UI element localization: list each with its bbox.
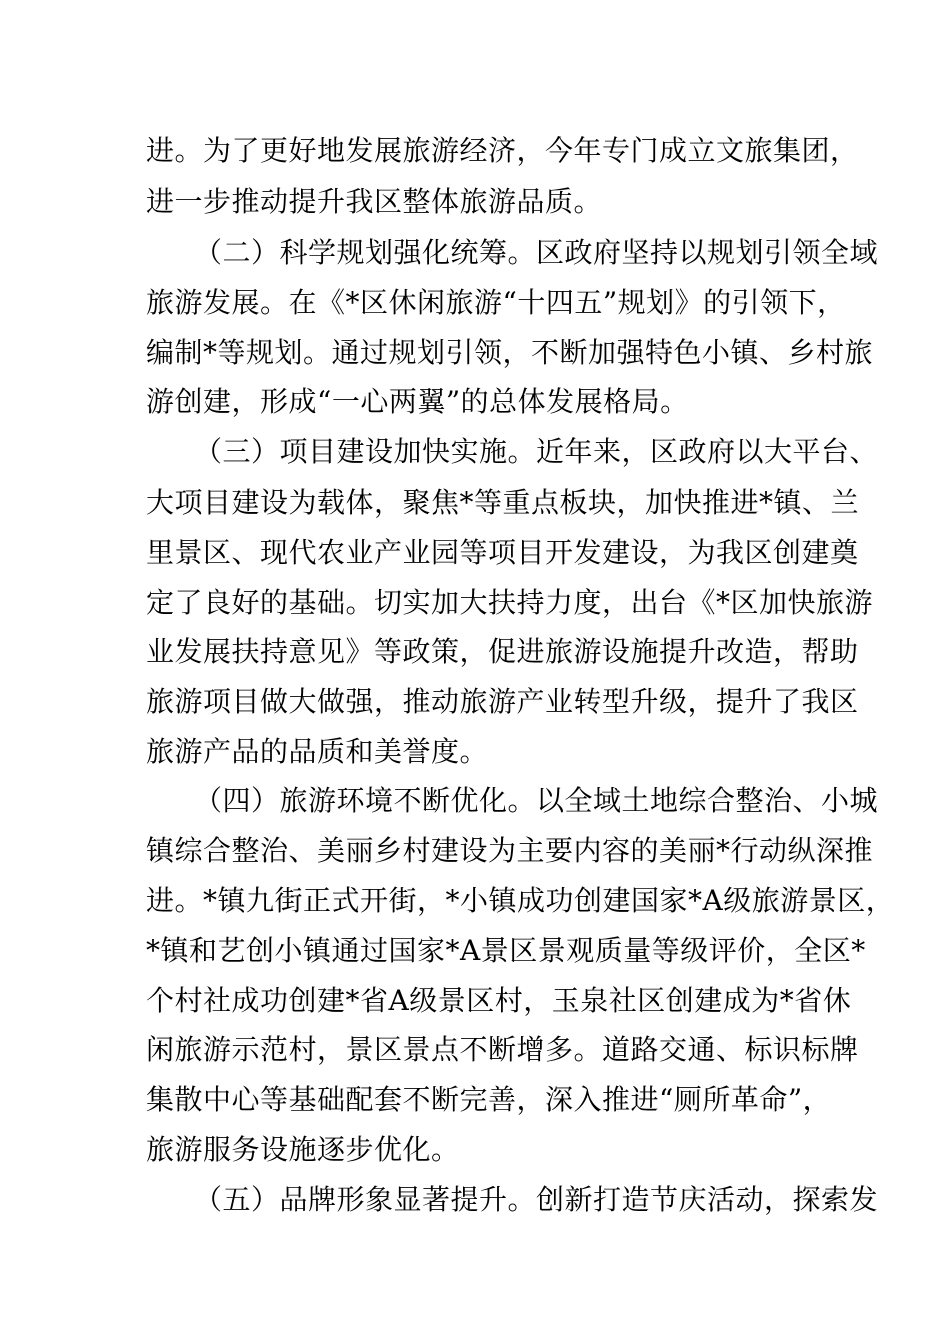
text-line: 旅游产品的品质和美誉度。 [146,735,489,768]
text-line: 大项目建设为载体，聚焦*等重点板块，加快推进*镇、兰 [146,486,860,519]
text-line: 游创建，形成“一心两翼”的总体发展格局。 [146,385,689,418]
text-line: 进。*镇九街正式开街，*小镇成功创建国家*A级旅游景区， [146,884,895,917]
text-line: 镇综合整治、美丽乡村建设为主要内容的美丽*行动纵深推 [146,834,874,867]
text-line: 定了良好的基础。切实加大扶持力度，出台《*区加快旅游 [146,586,874,619]
text-line: 里景区、现代农业产业园等项目开发建设，为我区创建奠 [146,536,859,569]
text-line: 业发展扶持意见》等政策，促进旅游设施提升改造，帮助 [146,635,859,668]
text-line: 进。为了更好地发展旅游经济，今年专门成立文旅集团， [146,134,859,167]
paragraph-heading-line: （四）旅游环境不断优化。以全域土地综合整治、小城 [194,784,879,817]
text-line: 个村社成功创建*省A级景区村，玉泉社区创建成为*省休 [146,984,852,1017]
text-line: 编制*等规划。通过规划引领，不断加强特色小镇、乡村旅 [146,336,874,369]
paragraph-heading-line: （二）科学规划强化统筹。区政府坚持以规划引领全域 [194,236,879,269]
paragraph-heading-line: （五）品牌形象显著提升。创新打造节庆活动，探索发 [194,1183,879,1216]
text-line: 闲旅游示范村，景区景点不断增多。道路交通、标识标牌 [146,1033,859,1066]
text-line: 旅游服务设施逐步优化。 [146,1133,460,1166]
text-line: 进一步推动提升我区整体旅游品质。 [146,185,603,218]
text-line: 旅游项目做大做强，推动旅游产业转型升级，提升了我区 [146,685,859,718]
text-line: *镇和艺创小镇通过国家*A景区景观质量等级评价，全区* [146,934,866,967]
text-line: 集散中心等基础配套不断完善，深入推进“厕所革命”， [146,1083,832,1116]
paragraph-heading-line: （三）项目建设加快实施。近年来，区政府以大平台、 [194,435,879,468]
text-line: 旅游发展。在《*区休闲旅游“十四五”规划》的引领下， [146,286,846,319]
